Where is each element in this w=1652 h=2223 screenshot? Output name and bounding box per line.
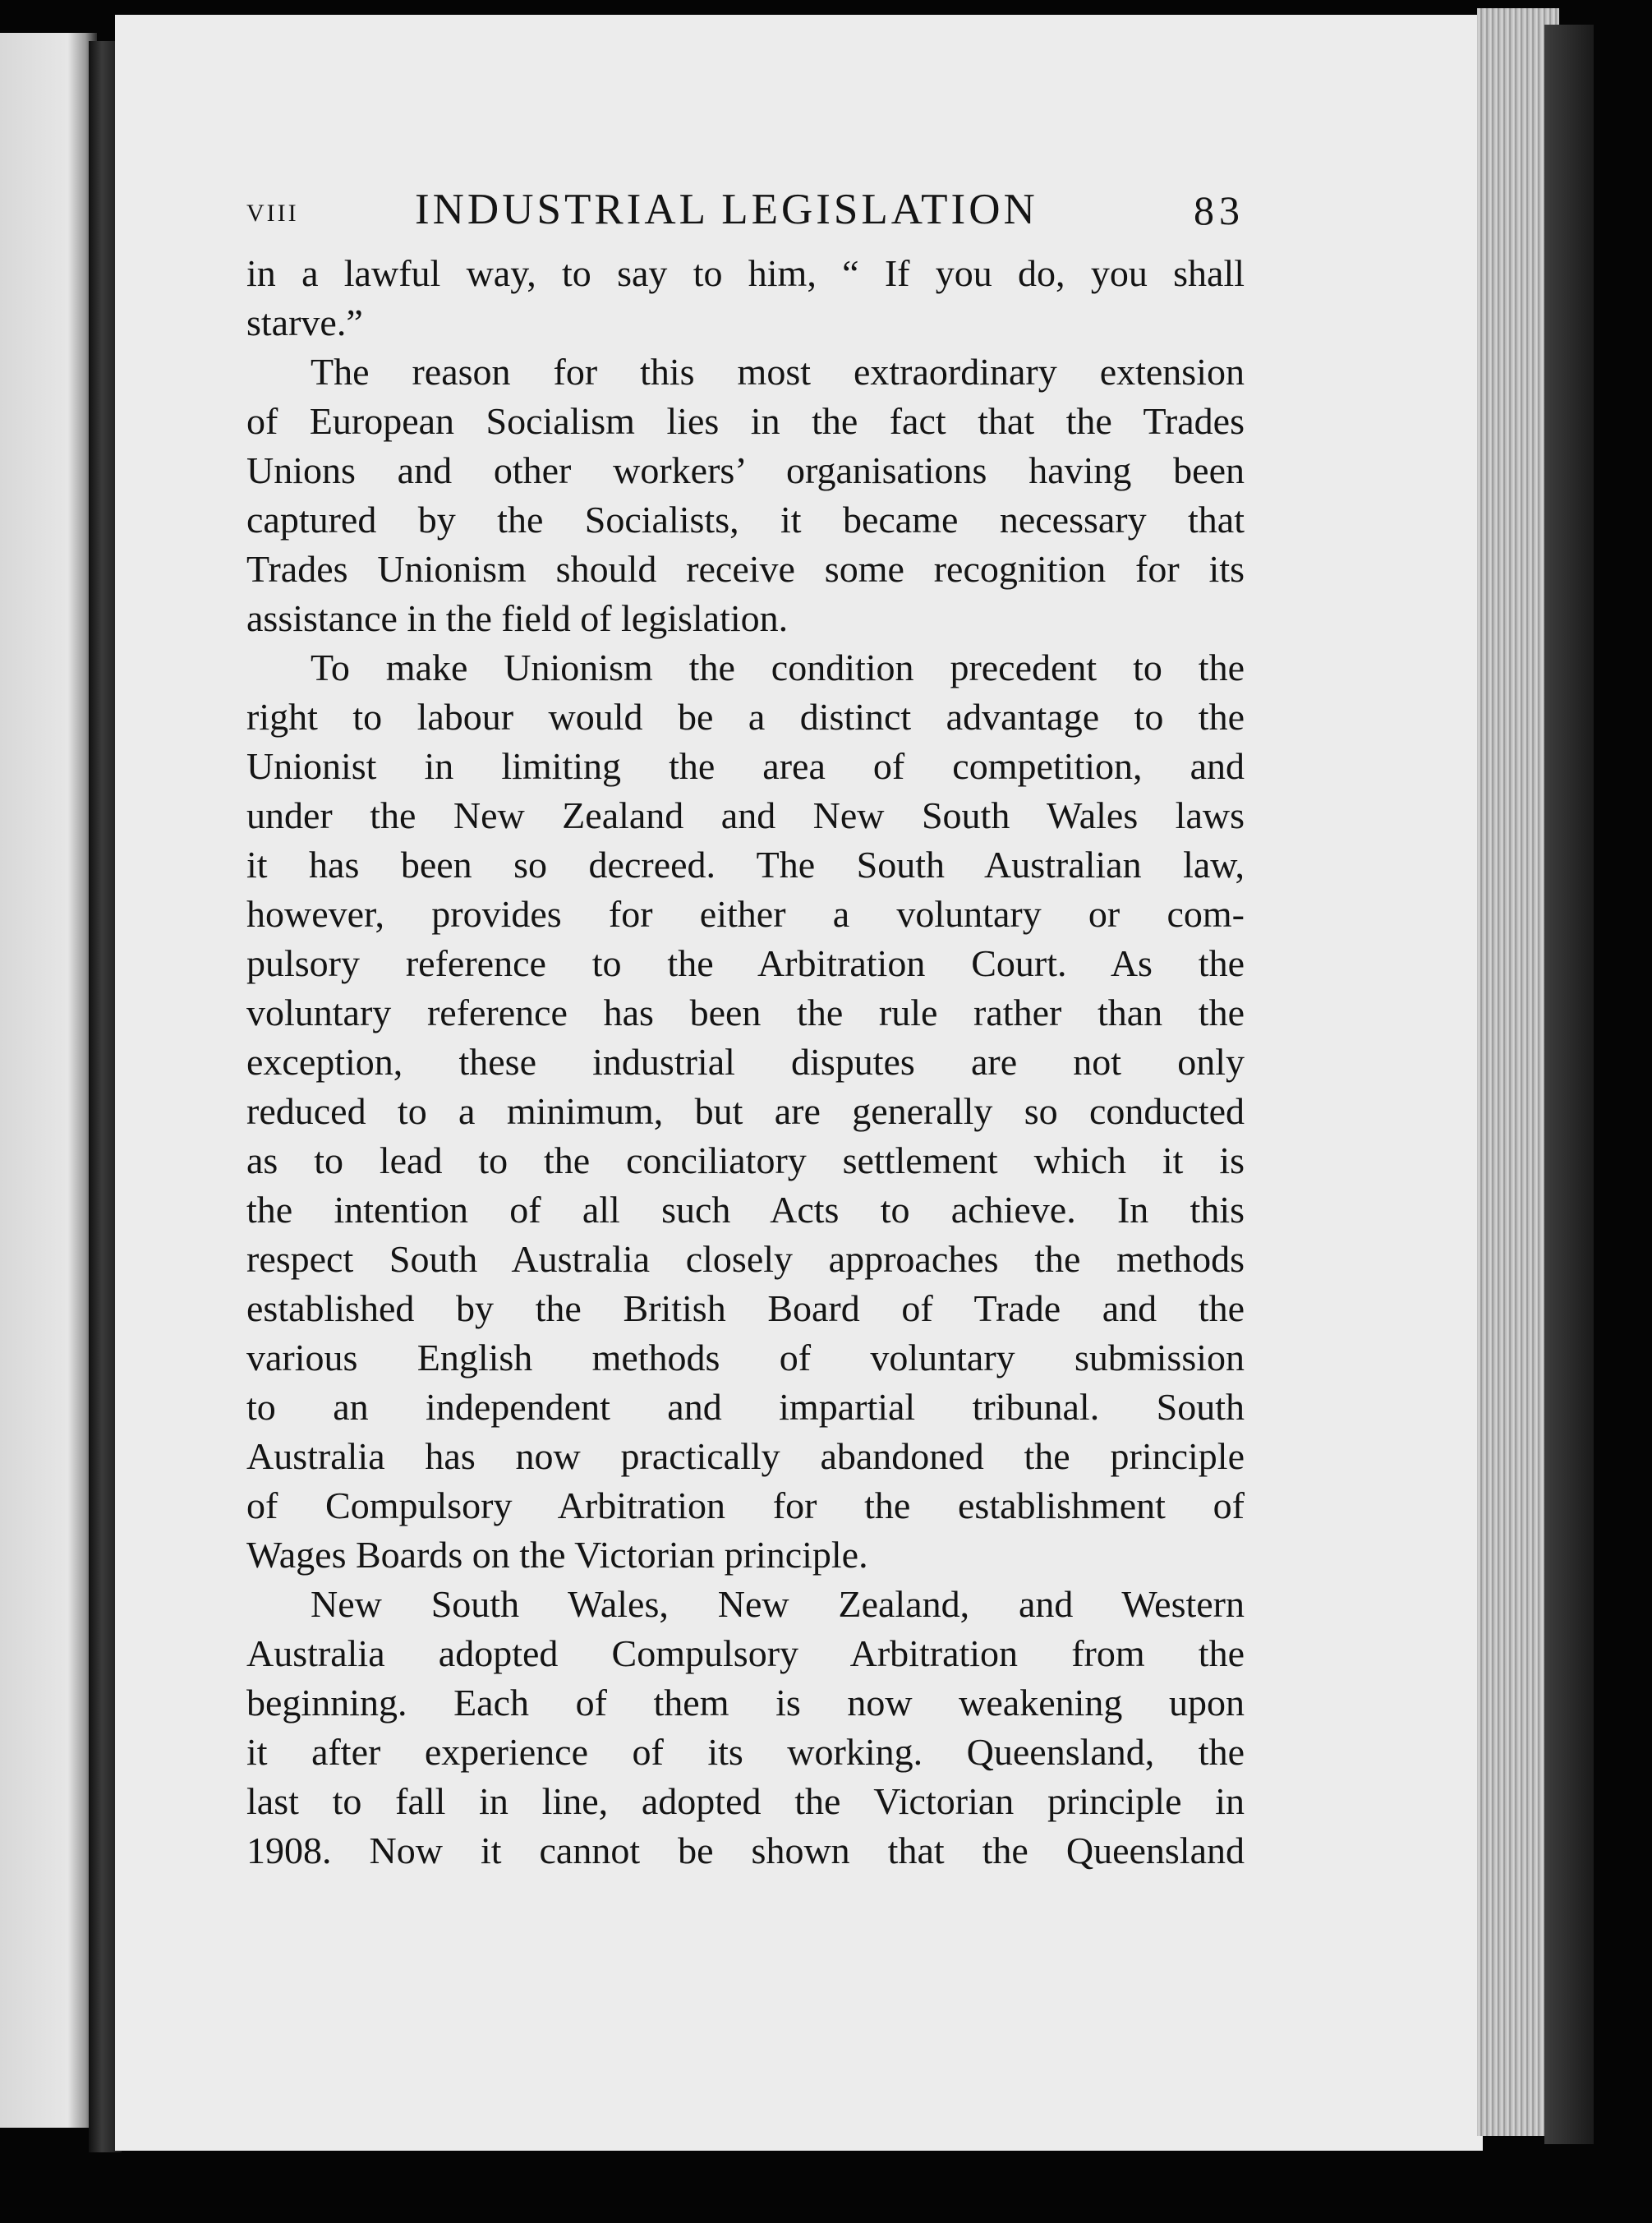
text-line: under the New Zealand and New South Wales laws (246, 794, 1245, 836)
text-line: the intention of all such Acts to achieve. In this (246, 1189, 1245, 1231)
text-line: right to labour would be a distinct advantage to the (246, 696, 1245, 738)
text-line: in a lawful way, to say to him, “ If you do, you shall (246, 252, 1245, 294)
facing-page-edge (0, 33, 97, 2128)
text-line: voluntary reference has been the rule rather than the (246, 992, 1245, 1033)
text-line: of Compulsory Arbitration for the establishment of (246, 1484, 1245, 1526)
text-line: it has been so decreed. The South Australian law, (246, 844, 1245, 886)
text-line: starve.” (246, 301, 363, 343)
page-edge-shadow (1544, 25, 1594, 2144)
text-line: Australia adopted Compulsory Arbitration from the (246, 1632, 1245, 1674)
running-title: INDUSTRIAL LEGISLATION (415, 186, 1038, 233)
text-line: New South Wales, New Zealand, and Western (311, 1583, 1245, 1625)
text-line: Trades Unionism should receive some recognition for its (246, 548, 1245, 590)
body-text (246, 249, 1245, 1876)
text-line: beginning. Each of them is now weakening upon (246, 1682, 1245, 1724)
text-line: Australia has now practically abandoned the principle (246, 1435, 1245, 1477)
page-number: 83 (1194, 187, 1245, 233)
text-line: various English methods of voluntary submission (246, 1337, 1245, 1378)
running-header (246, 185, 1245, 242)
text-line: of European Socialism lies in the fact that the Trades (246, 400, 1245, 442)
text-line: last to fall in line, adopted the Victorian principle in (246, 1780, 1245, 1822)
text-line: respect South Australia closely approaches the methods (246, 1238, 1245, 1280)
text-line: as to lead to the conciliatory settlement which it is (246, 1139, 1245, 1181)
text-line: however, provides for either a voluntary or com- (246, 893, 1245, 935)
text-line: exception, these industrial disputes are not only (246, 1041, 1245, 1083)
text-line: to an independent and impartial tribunal. South (246, 1386, 1245, 1428)
text-line: The reason for this most extraordinary extension (311, 351, 1245, 393)
text-line: pulsory reference to the Arbitration Court. As the (246, 942, 1245, 984)
text-line: reduced to a minimum, but are generally so conducted (246, 1090, 1245, 1132)
text-line: Wages Boards on the Victorian principle. (246, 1534, 868, 1576)
text-line: captured by the Socialists, it became necessary that (246, 499, 1245, 541)
text-line: Unionist in limiting the area of competition, and (246, 745, 1245, 787)
page-text-block (246, 185, 1245, 1876)
chapter-number: VIII (246, 200, 299, 227)
text-line: it after experience of its working. Queensland, the (246, 1731, 1245, 1773)
text-line: 1908. Now it cannot be shown that the Queensland (246, 1829, 1245, 1871)
text-line: established by the British Board of Trade and the (246, 1287, 1245, 1329)
text-line: To make Unionism the condition precedent to the (311, 647, 1245, 688)
text-line: assistance in the field of legislation. (246, 597, 789, 639)
text-line: Unions and other workers’ organisations having been (246, 449, 1245, 491)
